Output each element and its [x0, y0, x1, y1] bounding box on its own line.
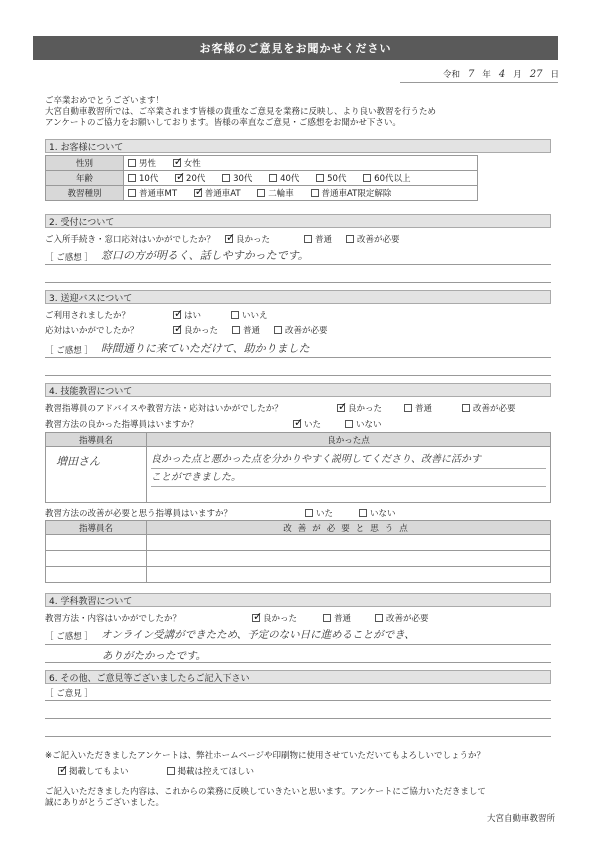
comment-line: [45, 264, 551, 265]
option-40s[interactable]: [269, 172, 299, 184]
section-header-shuttle-bus: 3. 送迎バスについて: [45, 290, 551, 304]
intro-line: アンケートのご協力をお願いしております。皆様の率直なご意見・ご感想をお聞かせ下さい。: [45, 118, 401, 128]
option-refuse[interactable]: [167, 765, 255, 777]
option-was[interactable]: [305, 507, 333, 519]
date-underline: [400, 82, 558, 83]
bad-instructor-table: [45, 520, 551, 583]
other-comment-row: [45, 687, 551, 699]
table-row: [46, 567, 551, 583]
option-label: 普通車MT: [139, 188, 178, 199]
option-good[interactable]: [225, 233, 270, 245]
option-label: 30代: [233, 173, 253, 184]
date-month-unit: 月: [513, 70, 522, 80]
question-text: 応対はいかがでしたか？: [45, 326, 139, 336]
checkbox[interactable]: [304, 235, 312, 243]
section-header-other-opinions: 6. その他、ご意見等ございましたらご記入下さい: [45, 670, 551, 684]
comment-tag: ［ ご感想 ］: [45, 632, 93, 642]
school-name: 大宮自動車教習所: [486, 814, 555, 824]
option-good[interactable]: [337, 402, 382, 414]
checkbox[interactable]: [323, 614, 331, 622]
option-label: 男性: [139, 158, 157, 169]
classroom-comment-row: [45, 627, 551, 642]
option-label: 20代: [186, 173, 206, 184]
checkbox[interactable]: [222, 174, 230, 182]
checkbox[interactable]: [269, 174, 277, 182]
customer-info-table: [45, 155, 478, 201]
instructor-name-cell: [46, 447, 147, 503]
column-header: 指導員名: [46, 433, 147, 447]
classroom-question-row: [45, 612, 443, 624]
section-header-reception: 2. 受付について: [45, 214, 551, 228]
good-point-text: 良かった点と悪かった点を分かりやすく説明してくださり、改善に活かす: [151, 451, 546, 469]
gender-label: 性別: [46, 156, 124, 171]
option-60s-plus[interactable]: [363, 172, 410, 184]
column-header: 良かった点: [147, 433, 551, 447]
option-normal[interactable]: [404, 402, 432, 414]
option-20s[interactable]: [175, 172, 205, 184]
closing-text: [45, 787, 555, 809]
course-row: [46, 186, 478, 201]
option-label: 二輪車: [268, 188, 294, 199]
option-label: 改善が必要: [473, 404, 516, 414]
instructor-name: 増田さん: [56, 455, 100, 468]
option-label: 掲載してもよい: [69, 767, 129, 777]
comment-tag: ［ ご意見 ］: [45, 689, 93, 699]
intro-line: ご卒業おめでとうございます！: [45, 96, 165, 106]
permission-question: ※ご記入いただきましたアンケートは、弊社ホームページや印刷物に使用させていただいてもよろしいでしょうか？: [45, 751, 485, 761]
option-label: 普通: [415, 404, 433, 414]
checkbox-checked[interactable]: [252, 614, 260, 622]
option-was[interactable]: [293, 418, 321, 430]
page-title: お客様のご意見をお聞かせください: [33, 36, 558, 60]
option-label: 女性: [183, 158, 201, 169]
date-era: 令和: [442, 70, 460, 80]
checkbox-checked[interactable]: [173, 159, 181, 167]
option-30s[interactable]: [222, 172, 252, 184]
checkbox-checked[interactable]: [194, 189, 202, 197]
date-year: 7: [467, 69, 475, 80]
option-label: 10代: [139, 173, 159, 184]
option-label: いない: [370, 509, 396, 519]
option-label: 改善が必要: [285, 326, 328, 336]
option-label: 改善が必要: [357, 235, 400, 245]
table-row: [46, 447, 551, 503]
classroom-comment: ありがたかったです。: [102, 650, 207, 662]
table-header: [46, 521, 551, 535]
comment-line: [45, 282, 551, 283]
checkbox-checked[interactable]: [58, 767, 66, 775]
date-row: [443, 68, 559, 80]
checkbox[interactable]: [316, 174, 324, 182]
option-label: 普通: [243, 326, 261, 336]
option-female[interactable]: [173, 157, 201, 169]
checkbox-checked[interactable]: [293, 420, 301, 428]
checkbox[interactable]: [231, 311, 239, 319]
option-normal[interactable]: [323, 612, 351, 624]
option-label: 普通: [334, 614, 352, 624]
comment-line: [45, 718, 551, 719]
option-male[interactable]: [128, 157, 156, 169]
section-header-classroom: 4. 学科教習について: [45, 593, 551, 607]
reception-question-row: [45, 233, 414, 245]
gender-options: [124, 156, 478, 171]
closing-line: 誠にありがとうございました。: [45, 798, 165, 808]
intro-text: [45, 96, 555, 129]
option-label: いた: [304, 420, 322, 430]
bus-comment: 時間通りに来ていただけて、助かりました: [100, 342, 310, 355]
option-motorcycle[interactable]: [257, 187, 294, 199]
option-10s[interactable]: [128, 172, 158, 184]
instructor-question-row: [45, 402, 530, 414]
option-allow[interactable]: [58, 765, 129, 777]
option-yes[interactable]: [173, 309, 201, 321]
reception-comment-row: [45, 247, 551, 263]
question-text: 教習指導員のアドバイスや教習方法・応対はいかがでしたか？: [45, 404, 283, 414]
option-needs-improvement[interactable]: [346, 233, 400, 245]
closing-line: ご記入いただきました内容は、これからの業務に反映していきたいと思います。アンケートにご協力いただきまして: [45, 787, 486, 797]
checkbox[interactable]: [128, 174, 136, 182]
checkbox[interactable]: [363, 174, 371, 182]
checkbox-checked[interactable]: [173, 326, 181, 334]
section-header-driving-lessons: 4. 技能教習について: [45, 383, 551, 397]
option-at[interactable]: [194, 187, 241, 199]
option-label: 普通: [315, 235, 333, 245]
comment-line: [45, 700, 551, 701]
comment-tag: ［ ご感想 ］: [45, 346, 93, 356]
option-was-not[interactable]: [345, 418, 382, 430]
good-point-text: ことができました。: [151, 469, 546, 487]
date-day: 27: [529, 69, 543, 80]
checkbox-checked[interactable]: [225, 235, 233, 243]
comment-tag: ［ ご感想 ］: [45, 253, 93, 263]
question-text: 教習方法の改善が必要と思う指導員はいますか？: [45, 509, 233, 519]
age-row: [46, 171, 478, 186]
option-needs-improvement[interactable]: [375, 612, 429, 624]
option-label: いいえ: [242, 311, 268, 321]
option-50s[interactable]: [316, 172, 346, 184]
option-label: はい: [184, 311, 202, 321]
option-label: いた: [316, 509, 334, 519]
option-label: 良かった: [263, 614, 298, 624]
checkbox[interactable]: [404, 404, 412, 412]
course-options: [124, 186, 478, 201]
option-mt[interactable]: [128, 187, 177, 199]
date-day-unit: 日: [550, 70, 559, 80]
age-label: 年齢: [46, 171, 124, 186]
comment-line: [45, 644, 551, 645]
option-label: 改善が必要: [386, 614, 429, 624]
option-label: 普通車AT: [204, 188, 241, 199]
age-options: [124, 171, 478, 186]
option-normal[interactable]: [304, 233, 332, 245]
good-point-cell: [147, 447, 551, 503]
checkbox-checked[interactable]: [337, 404, 345, 412]
intro-line: 大宮自動車教習所では、ご卒業されます皆様の貴重なご意見を業務に反映し、より良い教習を行うため: [45, 107, 437, 117]
checkbox[interactable]: [128, 189, 136, 197]
question-text: 教習方法・内容はいかがでしたか？: [45, 614, 182, 624]
option-was-not[interactable]: [359, 507, 396, 519]
option-label: いない: [356, 420, 382, 430]
bus-service-question-row: [45, 324, 342, 336]
comment-line: [45, 736, 551, 737]
checkbox-checked[interactable]: [175, 174, 183, 182]
bus-comment-row: [45, 340, 551, 356]
course-label: 教習種別: [46, 186, 124, 201]
comment-line: [45, 662, 551, 663]
good-instructor-table: [45, 432, 551, 503]
option-label: 60代以上: [374, 173, 411, 184]
option-label: 普通車AT限定解除: [321, 188, 392, 199]
option-no[interactable]: [231, 309, 268, 321]
permission-options-row: [58, 765, 268, 777]
table-row: [46, 535, 551, 551]
question-text: ご入所手続き・窓口応対はいかがでしたか？: [45, 235, 216, 245]
option-needs-improvement[interactable]: [274, 324, 328, 336]
checkbox[interactable]: [305, 509, 313, 517]
option-label: 良かった: [348, 404, 383, 414]
question-text: 教習方法の良かった指導員はいますか？: [45, 420, 199, 430]
option-label: 50代: [327, 173, 347, 184]
comment-line: [45, 357, 551, 358]
checkbox[interactable]: [167, 767, 175, 775]
checkbox[interactable]: [257, 189, 265, 197]
option-at-release[interactable]: [311, 187, 392, 199]
bus-use-question-row: [45, 309, 282, 321]
date-month: 4: [498, 69, 506, 80]
checkbox[interactable]: [359, 509, 367, 517]
option-needs-improvement[interactable]: [462, 402, 516, 414]
option-label: 良かった: [236, 235, 271, 245]
section-header-customer: 1. お客様について: [45, 139, 551, 153]
option-label: 掲載は控えてほしい: [177, 767, 255, 777]
checkbox-checked[interactable]: [173, 311, 181, 319]
good-instructor-question-row: [45, 418, 396, 430]
comment-line: [45, 375, 551, 376]
classroom-comment: オンライン受講ができたため、予定のない日に進めることができ、: [100, 629, 415, 641]
checkbox[interactable]: [375, 614, 383, 622]
table-row: [46, 551, 551, 567]
column-header: 改善が必要と思う点: [147, 521, 551, 535]
checkbox[interactable]: [345, 420, 353, 428]
checkbox[interactable]: [346, 235, 354, 243]
option-label: 良かった: [184, 326, 219, 336]
checkbox[interactable]: [128, 159, 136, 167]
table-header: [46, 433, 551, 447]
checkbox[interactable]: [232, 326, 240, 334]
option-good[interactable]: [173, 324, 218, 336]
option-normal[interactable]: [232, 324, 260, 336]
question-text: ご利用されましたか？: [45, 311, 131, 321]
date-year-unit: 年: [482, 70, 491, 80]
bad-instructor-question-row: [45, 507, 410, 519]
option-good[interactable]: [252, 612, 297, 624]
checkbox[interactable]: [311, 189, 319, 197]
checkbox[interactable]: [462, 404, 470, 412]
gender-row: [46, 156, 478, 171]
option-label: 40代: [280, 173, 300, 184]
column-header: 指導員名: [46, 521, 147, 535]
checkbox[interactable]: [274, 326, 282, 334]
reception-comment: 窓口の方が明るく、話しやすかったです。: [100, 249, 309, 262]
